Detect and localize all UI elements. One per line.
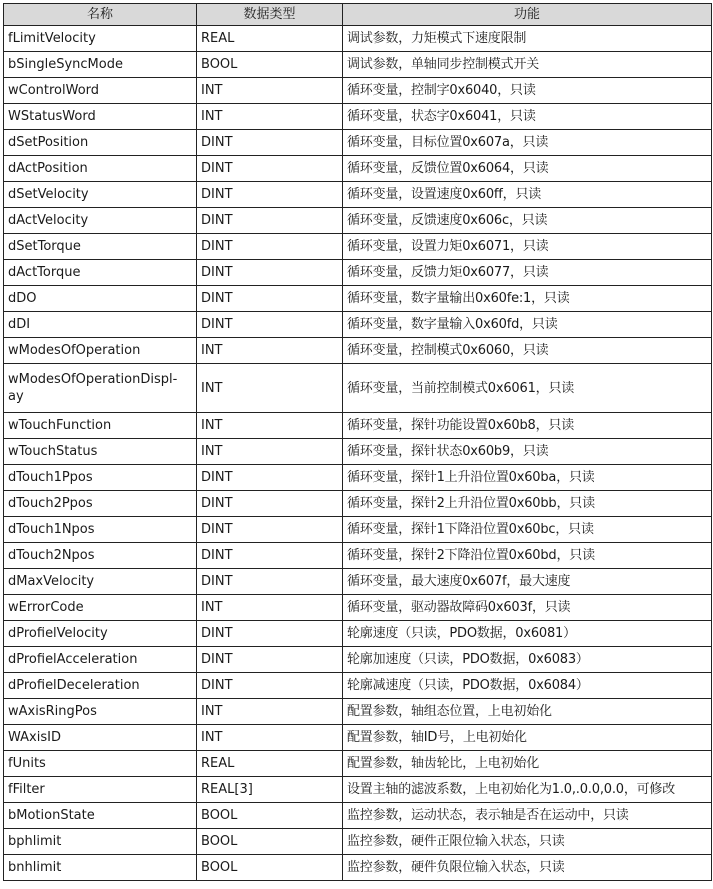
cell-function: 监控参数，硬件负限位输入状态，只读 — [343, 855, 712, 881]
cell-type: INT — [197, 78, 343, 104]
cell-function: 循环变量，驱动器故障码0x603f，只读 — [343, 595, 712, 621]
cell-name: wControlWord — [4, 78, 197, 104]
cell-name: dActPosition — [4, 156, 197, 182]
cell-function: 轮廓速度（只读，PDO数据，0x6081） — [343, 621, 712, 647]
cell-function: 循环变量，目标位置0x607a，只读 — [343, 130, 712, 156]
header-function: 功能 — [343, 4, 712, 26]
cell-name: dTouch1Npos — [4, 517, 197, 543]
table-body — [4, 26, 712, 881]
parameter-table — [3, 3, 712, 881]
table-row — [4, 104, 712, 130]
cell-type: REAL[3] — [197, 777, 343, 803]
table-row — [4, 413, 712, 439]
cell-name: WAxisID — [4, 725, 197, 751]
cell-name: bnhlimit — [4, 855, 197, 881]
cell-name: WStatusWord — [4, 104, 197, 130]
cell-type: DINT — [197, 156, 343, 182]
cell-type: DINT — [197, 286, 343, 312]
cell-type: DINT — [197, 673, 343, 699]
cell-type: REAL — [197, 751, 343, 777]
cell-function: 循环变量，探针功能设置0x60b8，只读 — [343, 413, 712, 439]
cell-function: 循环变量，设置力矩0x6071，只读 — [343, 234, 712, 260]
cell-type: INT — [197, 439, 343, 465]
cell-type: BOOL — [197, 829, 343, 855]
header-name: 名称 — [4, 4, 197, 26]
cell-function: 调试参数，力矩模式下速度限制 — [343, 26, 712, 52]
table-row — [4, 647, 712, 673]
header-type: 数据类型 — [197, 4, 343, 26]
cell-function: 轮廓减速度（只读，PDO数据，0x6084） — [343, 673, 712, 699]
table-row — [4, 465, 712, 491]
cell-function: 监控参数，硬件正限位输入状态，只读 — [343, 829, 712, 855]
table-row — [4, 439, 712, 465]
cell-function: 循环变量，最大速度0x607f，最大速度 — [343, 569, 712, 595]
cell-type: DINT — [197, 569, 343, 595]
cell-name: dSetVelocity — [4, 182, 197, 208]
cell-name: fLimitVelocity — [4, 26, 197, 52]
table-row — [4, 543, 712, 569]
table-row — [4, 364, 712, 413]
cell-type: INT — [197, 595, 343, 621]
cell-function: 调试参数，单轴同步控制模式开关 — [343, 52, 712, 78]
cell-type: DINT — [197, 260, 343, 286]
cell-name: dDO — [4, 286, 197, 312]
table-header-row — [4, 4, 712, 26]
table-row — [4, 130, 712, 156]
cell-type: INT — [197, 338, 343, 364]
table-row — [4, 829, 712, 855]
cell-name: dDI — [4, 312, 197, 338]
table-row — [4, 621, 712, 647]
cell-type: DINT — [197, 517, 343, 543]
cell-name: dProfielAcceleration — [4, 647, 197, 673]
cell-name: wAxisRingPos — [4, 699, 197, 725]
cell-type: BOOL — [197, 52, 343, 78]
table-row — [4, 725, 712, 751]
cell-type: INT — [197, 413, 343, 439]
cell-function: 循环变量，探针2下降沿位置0x60bd，只读 — [343, 543, 712, 569]
cell-function: 循环变量，控制模式0x6060，只读 — [343, 338, 712, 364]
cell-type: DINT — [197, 465, 343, 491]
table-row — [4, 338, 712, 364]
cell-function: 循环变量，反馈速度0x606c，只读 — [343, 208, 712, 234]
cell-name: dActVelocity — [4, 208, 197, 234]
cell-type: BOOL — [197, 803, 343, 829]
cell-name: wModesOfOperation — [4, 338, 197, 364]
cell-name: bSingleSyncMode — [4, 52, 197, 78]
cell-type: DINT — [197, 234, 343, 260]
cell-type: INT — [197, 725, 343, 751]
table-row — [4, 751, 712, 777]
cell-type: DINT — [197, 182, 343, 208]
cell-type: BOOL — [197, 855, 343, 881]
table-row — [4, 286, 712, 312]
cell-function: 循环变量，探针1上升沿位置0x60ba，只读 — [343, 465, 712, 491]
cell-function: 循环变量，探针2上升沿位置0x60bb，只读 — [343, 491, 712, 517]
cell-function: 循环变量，数字量输入0x60fd，只读 — [343, 312, 712, 338]
table-row — [4, 803, 712, 829]
cell-name: wTouchStatus — [4, 439, 197, 465]
cell-name: wModesOfOperationDispl- ay — [4, 364, 197, 413]
cell-type: DINT — [197, 491, 343, 517]
cell-function: 监控参数，运动状态，表示轴是否在运动中，只读 — [343, 803, 712, 829]
cell-function: 轮廓加速度（只读，PDO数据，0x6083） — [343, 647, 712, 673]
cell-name: dMaxVelocity — [4, 569, 197, 595]
cell-name: dActTorque — [4, 260, 197, 286]
cell-function: 循环变量，反馈力矩0x6077，只读 — [343, 260, 712, 286]
table-row — [4, 52, 712, 78]
cell-function: 循环变量，反馈位置0x6064，只读 — [343, 156, 712, 182]
cell-name: fUnits — [4, 751, 197, 777]
table-row — [4, 569, 712, 595]
cell-name: dTouch2Ppos — [4, 491, 197, 517]
cell-type: INT — [197, 364, 343, 413]
cell-name: fFilter — [4, 777, 197, 803]
table-row — [4, 673, 712, 699]
cell-type: DINT — [197, 208, 343, 234]
cell-type: DINT — [197, 647, 343, 673]
cell-name: dProfielDeceleration — [4, 673, 197, 699]
cell-function: 配置参数，轴组态位置，上电初始化 — [343, 699, 712, 725]
table-row — [4, 260, 712, 286]
cell-name: bMotionState — [4, 803, 197, 829]
table-row — [4, 855, 712, 881]
cell-function: 循环变量，探针状态0x60b9，只读 — [343, 439, 712, 465]
table-row — [4, 234, 712, 260]
cell-function: 配置参数，轴齿轮比，上电初始化 — [343, 751, 712, 777]
cell-type: DINT — [197, 543, 343, 569]
table-row — [4, 517, 712, 543]
cell-name: wTouchFunction — [4, 413, 197, 439]
cell-function: 循环变量，状态字0x6041，只读 — [343, 104, 712, 130]
cell-function: 循环变量，当前控制模式0x6061，只读 — [343, 364, 712, 413]
cell-function: 循环变量，控制字0x6040，只读 — [343, 78, 712, 104]
cell-function: 配置参数，轴ID号，上电初始化 — [343, 725, 712, 751]
cell-type: INT — [197, 699, 343, 725]
table-row — [4, 156, 712, 182]
table-row — [4, 78, 712, 104]
table-row — [4, 595, 712, 621]
cell-name: bphlimit — [4, 829, 197, 855]
cell-type: DINT — [197, 312, 343, 338]
cell-function: 循环变量，设置速度0x60ff，只读 — [343, 182, 712, 208]
table-row — [4, 26, 712, 52]
table-row — [4, 312, 712, 338]
table-row — [4, 699, 712, 725]
cell-type: DINT — [197, 130, 343, 156]
cell-name: dTouch1Ppos — [4, 465, 197, 491]
cell-function: 设置主轴的滤波系数，上电初始化为1.0,.0.0,0.0，可修改 — [343, 777, 712, 803]
table-row — [4, 182, 712, 208]
cell-type: INT — [197, 104, 343, 130]
cell-name: dProfielVelocity — [4, 621, 197, 647]
cell-type: REAL — [197, 26, 343, 52]
cell-function: 循环变量，探针1下降沿位置0x60bc，只读 — [343, 517, 712, 543]
cell-name: dTouch2Npos — [4, 543, 197, 569]
cell-name: dSetPosition — [4, 130, 197, 156]
cell-name: wErrorCode — [4, 595, 197, 621]
table-row — [4, 491, 712, 517]
cell-type: DINT — [197, 621, 343, 647]
cell-name: dSetTorque — [4, 234, 197, 260]
table-row — [4, 208, 712, 234]
table-row — [4, 777, 712, 803]
cell-function: 循环变量，数字量输出0x60fe:1，只读 — [343, 286, 712, 312]
